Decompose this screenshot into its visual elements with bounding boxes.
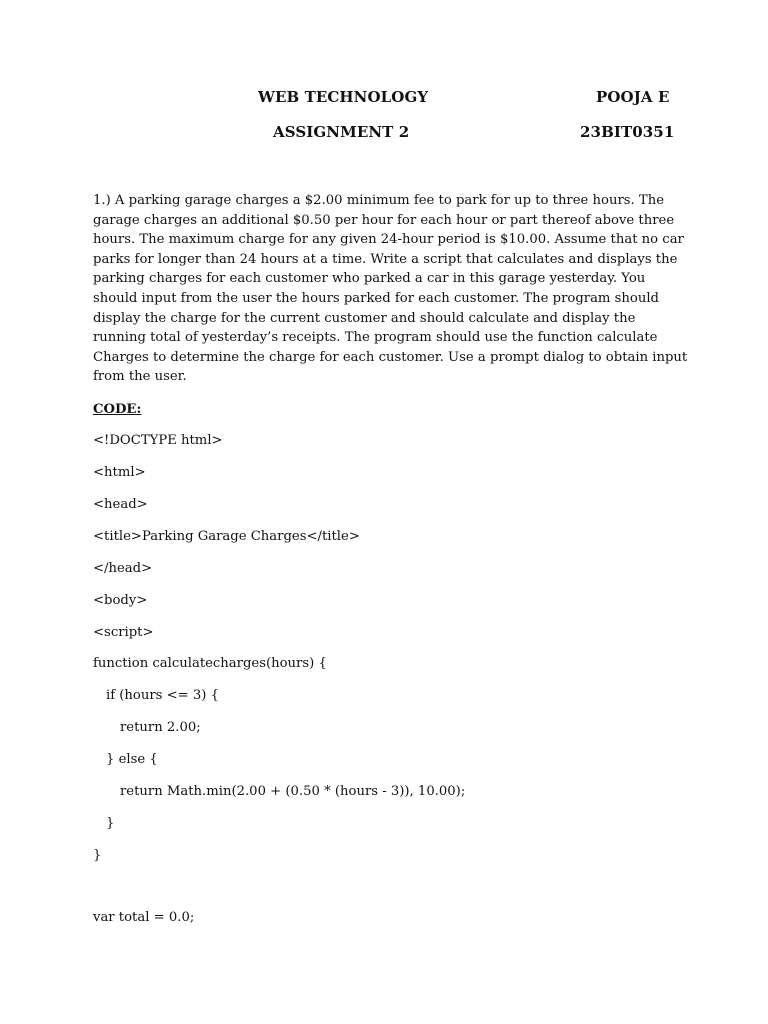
code-line: } (106, 816, 115, 831)
student-id: 23BIT0351 (580, 123, 675, 141)
code-line: function calculatecharges(hours) { (93, 656, 327, 671)
question-line: hours. The maximum charge for any given 24-hour period is $10.00. Assume that no car (93, 232, 684, 248)
question-line: display the charge for the current customer and should calculate and display the (93, 310, 636, 326)
question-line: from the user. (93, 369, 187, 385)
code-line: } else { (106, 752, 158, 767)
code-line: </head> (93, 561, 153, 576)
question-line: running total of yesterday’s receipts. The program should use the function calculate (93, 330, 658, 346)
code-line: } (93, 848, 102, 863)
question-paragraph (93, 191, 688, 387)
code-line: <title>Parking Garage Charges</title> (93, 529, 360, 544)
question-line: Charges to determine the charge for each customer. Use a prompt dialog to obtain input (93, 349, 688, 365)
code-line: <script> (93, 625, 154, 640)
student-name: POOJA E (596, 88, 670, 106)
code-line: <html> (93, 465, 146, 480)
code-line: <body> (93, 593, 148, 608)
question-line: parking charges for each customer who parked a car in this garage yesterday. You (93, 271, 646, 287)
course-title: WEB TECHNOLOGY (258, 88, 429, 106)
question-line: garage charges an additional $0.50 per hour for each hour or part thereof above three (93, 212, 675, 228)
question-line: 1.) A parking garage charges a $2.00 minimum fee to park for up to three hours. The (93, 193, 665, 208)
question-line: should input from the user the hours parked for each customer. The program should (93, 290, 659, 306)
code-line: return Math.min(2.00 + (0.50 * (hours - 3)), 10.00); (120, 784, 466, 799)
question-line: parks for longer than 24 hours at a time. Write a script that calculates and displays the (93, 251, 678, 267)
code-line: var total = 0.0; (93, 910, 195, 925)
code-line: return 2.00; (120, 720, 201, 735)
code-line: if (hours <= 3) { (106, 688, 220, 703)
assignment-title: ASSIGNMENT 2 (273, 123, 410, 141)
code-line: <head> (93, 497, 148, 512)
code-line: <!DOCTYPE html> (93, 433, 223, 448)
code-heading: CODE: (93, 402, 142, 417)
